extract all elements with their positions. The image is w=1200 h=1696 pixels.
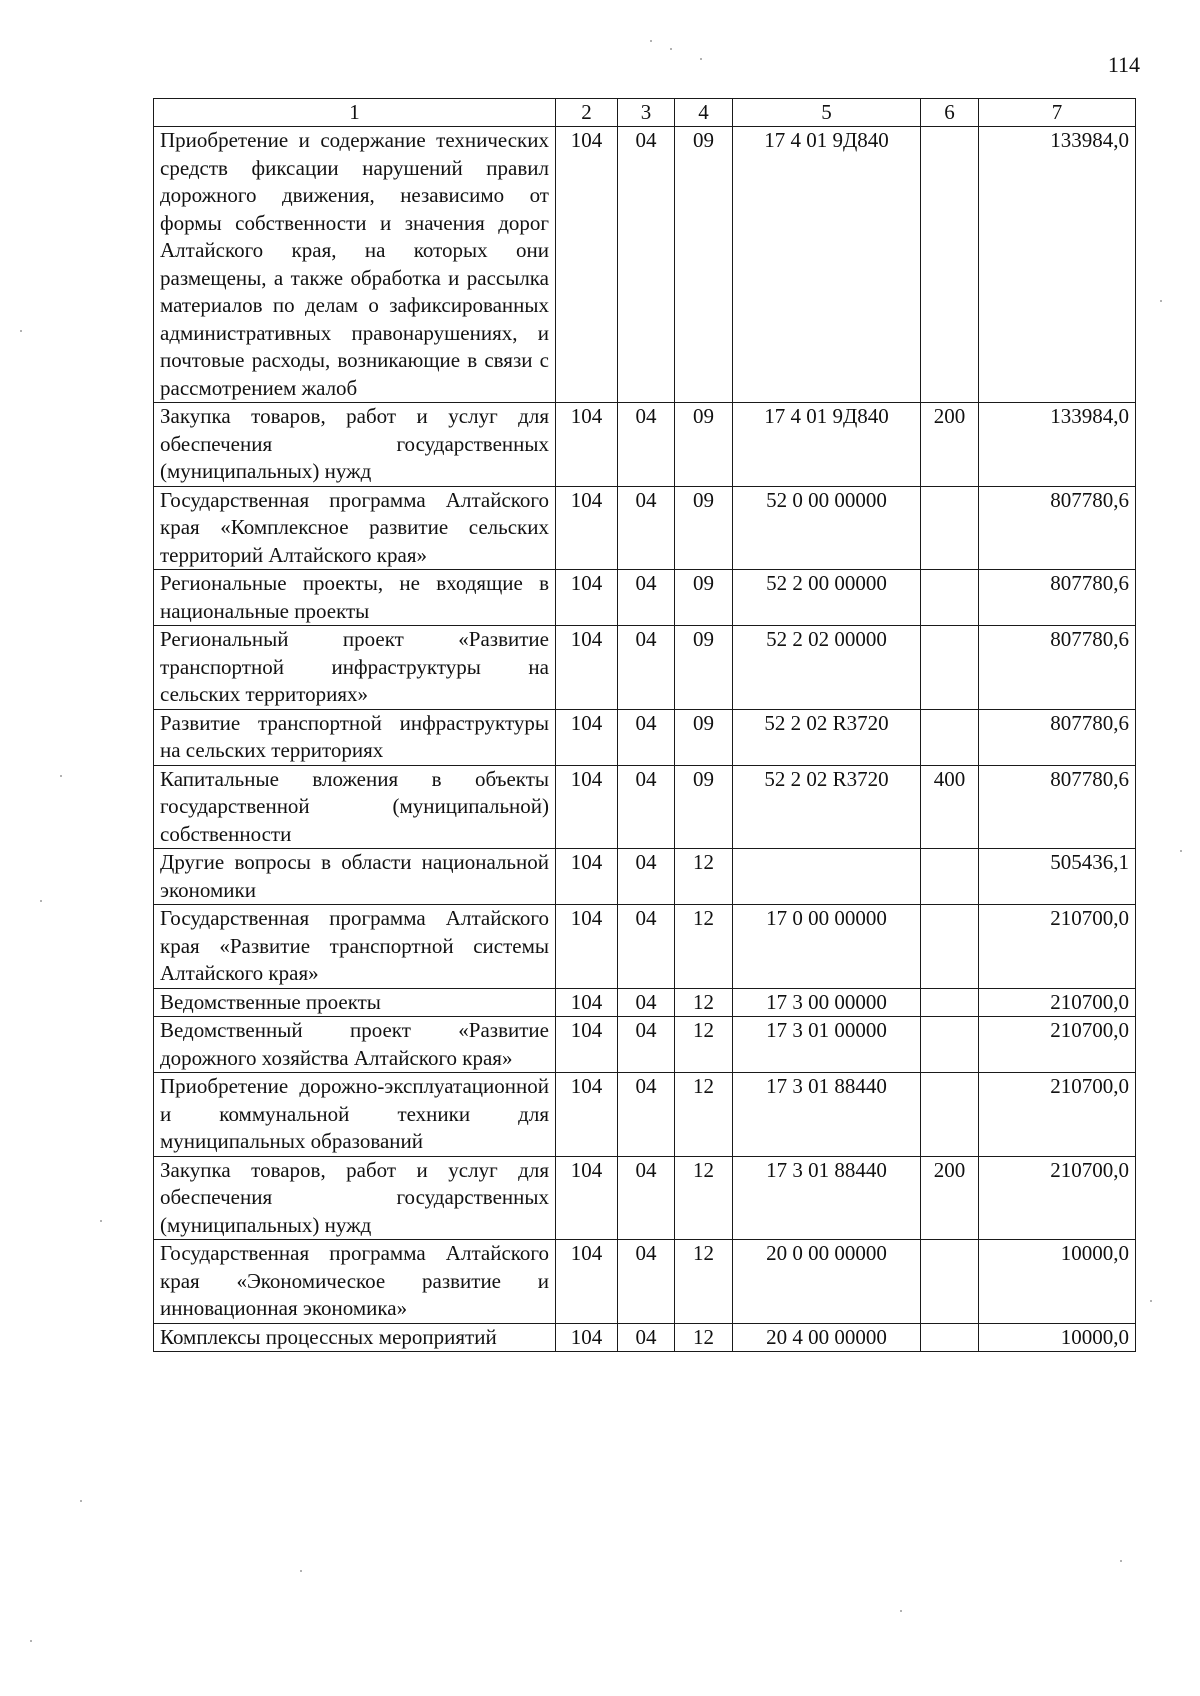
expense-type-cell bbox=[921, 988, 979, 1017]
table-row bbox=[154, 765, 1136, 849]
ministry-code-cell: 104 bbox=[556, 127, 618, 403]
ministry-code-cell: 104 bbox=[556, 626, 618, 710]
section-code-cell: 04 bbox=[618, 849, 675, 905]
table-row bbox=[154, 849, 1136, 905]
subsection-code-cell: 09 bbox=[675, 403, 733, 487]
subsection-code-cell: 09 bbox=[675, 486, 733, 570]
amount-cell: 210700,0 bbox=[979, 988, 1136, 1017]
scan-speck bbox=[700, 58, 702, 60]
target-article-cell: 52 2 00 00000 bbox=[733, 570, 921, 626]
section-code-cell: 04 bbox=[618, 709, 675, 765]
amount-cell: 807780,6 bbox=[979, 626, 1136, 710]
row-name-cell: Государственная программа Алтайского края «Комплексное развитие сельских территорий Алтайского края» bbox=[154, 486, 556, 570]
row-name-cell: Приобретение и содержание технических средств фиксации нарушений правил дорожного движения, независимо от формы собственности и значения дорог Алтайского края, на которых они размещены, а также обработка и рассылка материалов по делам о зафиксированных административных правонарушениях, и почтовые расходы, возникающие в связи с рассмотрением жалоб bbox=[154, 127, 556, 403]
table-row bbox=[154, 905, 1136, 989]
row-name-cell: Приобретение дорожно-эксплуатационной и коммунальной техники для муниципальных образований bbox=[154, 1073, 556, 1157]
expense-type-cell bbox=[921, 1073, 979, 1157]
expense-type-cell bbox=[921, 486, 979, 570]
column-header: 5 bbox=[733, 99, 921, 127]
scan-speck bbox=[60, 775, 62, 777]
amount-cell: 133984,0 bbox=[979, 403, 1136, 487]
target-article-cell: 52 0 00 00000 bbox=[733, 486, 921, 570]
row-name-cell: Комплексы процессных мероприятий bbox=[154, 1323, 556, 1352]
amount-cell: 807780,6 bbox=[979, 709, 1136, 765]
ministry-code-cell: 104 bbox=[556, 988, 618, 1017]
subsection-code-cell: 12 bbox=[675, 849, 733, 905]
row-name-cell: Региональный проект «Развитие транспортной инфраструктуры на сельских территориях» bbox=[154, 626, 556, 710]
table-row bbox=[154, 988, 1136, 1017]
table-row bbox=[154, 1156, 1136, 1240]
scan-speck bbox=[80, 1500, 82, 1502]
ministry-code-cell: 104 bbox=[556, 765, 618, 849]
column-header: 2 bbox=[556, 99, 618, 127]
amount-cell: 210700,0 bbox=[979, 1073, 1136, 1157]
row-name-cell: Закупка товаров, работ и услуг для обеспечения государственных (муниципальных) нужд bbox=[154, 1156, 556, 1240]
subsection-code-cell: 12 bbox=[675, 1073, 733, 1157]
ministry-code-cell: 104 bbox=[556, 570, 618, 626]
table-row bbox=[154, 1240, 1136, 1324]
ministry-code-cell: 104 bbox=[556, 905, 618, 989]
target-article-cell: 20 4 00 00000 bbox=[733, 1323, 921, 1352]
target-article-cell: 17 3 00 00000 bbox=[733, 988, 921, 1017]
scan-speck bbox=[300, 1570, 302, 1572]
subsection-code-cell: 09 bbox=[675, 765, 733, 849]
section-code-cell: 04 bbox=[618, 626, 675, 710]
table-row bbox=[154, 127, 1136, 403]
expense-type-cell bbox=[921, 849, 979, 905]
scan-speck bbox=[1180, 850, 1182, 852]
amount-cell: 505436,1 bbox=[979, 849, 1136, 905]
amount-cell: 807780,6 bbox=[979, 486, 1136, 570]
row-name-cell: Ведомственный проект «Развитие дорожного хозяйства Алтайского края» bbox=[154, 1017, 556, 1073]
expense-type-cell bbox=[921, 905, 979, 989]
expense-type-cell bbox=[921, 709, 979, 765]
table-row bbox=[154, 1073, 1136, 1157]
scan-speck bbox=[670, 48, 672, 50]
target-article-cell: 17 0 00 00000 bbox=[733, 905, 921, 989]
target-article-cell: 20 0 00 00000 bbox=[733, 1240, 921, 1324]
section-code-cell: 04 bbox=[618, 127, 675, 403]
scan-speck bbox=[100, 1220, 102, 1222]
row-name-cell: Региональные проекты, не входящие в национальные проекты bbox=[154, 570, 556, 626]
row-name-cell: Ведомственные проекты bbox=[154, 988, 556, 1017]
column-header: 7 bbox=[979, 99, 1136, 127]
subsection-code-cell: 12 bbox=[675, 1017, 733, 1073]
expense-type-cell: 400 bbox=[921, 765, 979, 849]
section-code-cell: 04 bbox=[618, 905, 675, 989]
subsection-code-cell: 09 bbox=[675, 570, 733, 626]
table-row bbox=[154, 1017, 1136, 1073]
section-code-cell: 04 bbox=[618, 1017, 675, 1073]
amount-cell: 210700,0 bbox=[979, 1156, 1136, 1240]
row-name-cell: Закупка товаров, работ и услуг для обеспечения государственных (муниципальных) нужд bbox=[154, 403, 556, 487]
amount-cell: 210700,0 bbox=[979, 905, 1136, 989]
subsection-code-cell: 12 bbox=[675, 1240, 733, 1324]
target-article-cell bbox=[733, 849, 921, 905]
table-row bbox=[154, 486, 1136, 570]
ministry-code-cell: 104 bbox=[556, 1240, 618, 1324]
target-article-cell: 17 4 01 9Д840 bbox=[733, 403, 921, 487]
section-code-cell: 04 bbox=[618, 1156, 675, 1240]
table-row bbox=[154, 570, 1136, 626]
table-row bbox=[154, 709, 1136, 765]
column-header: 3 bbox=[618, 99, 675, 127]
section-code-cell: 04 bbox=[618, 1240, 675, 1324]
amount-cell: 210700,0 bbox=[979, 1017, 1136, 1073]
row-name-cell: Другие вопросы в области национальной экономики bbox=[154, 849, 556, 905]
table-header-row bbox=[154, 99, 1136, 127]
row-name-cell: Государственная программа Алтайского края «Развитие транспортной системы Алтайского края» bbox=[154, 905, 556, 989]
scan-speck bbox=[1150, 1300, 1152, 1302]
section-code-cell: 04 bbox=[618, 570, 675, 626]
expense-type-cell bbox=[921, 1323, 979, 1352]
ministry-code-cell: 104 bbox=[556, 1073, 618, 1157]
target-article-cell: 17 3 01 00000 bbox=[733, 1017, 921, 1073]
ministry-code-cell: 104 bbox=[556, 1323, 618, 1352]
row-name-cell: Капитальные вложения в объекты государственной (муниципальной) собственности bbox=[154, 765, 556, 849]
expense-type-cell bbox=[921, 1240, 979, 1324]
section-code-cell: 04 bbox=[618, 1323, 675, 1352]
table-row bbox=[154, 626, 1136, 710]
ministry-code-cell: 104 bbox=[556, 849, 618, 905]
amount-cell: 133984,0 bbox=[979, 127, 1136, 403]
expense-type-cell: 200 bbox=[921, 1156, 979, 1240]
target-article-cell: 52 2 02 R3720 bbox=[733, 765, 921, 849]
row-name-cell: Государственная программа Алтайского края «Экономическое развитие и инновационная экономика» bbox=[154, 1240, 556, 1324]
expense-type-cell bbox=[921, 127, 979, 403]
section-code-cell: 04 bbox=[618, 486, 675, 570]
amount-cell: 807780,6 bbox=[979, 765, 1136, 849]
scan-speck bbox=[900, 1610, 902, 1612]
expense-type-cell bbox=[921, 1017, 979, 1073]
column-header: 6 bbox=[921, 99, 979, 127]
table-body bbox=[154, 127, 1136, 1352]
expense-type-cell bbox=[921, 626, 979, 710]
subsection-code-cell: 09 bbox=[675, 709, 733, 765]
scan-speck bbox=[1160, 300, 1162, 302]
ministry-code-cell: 104 bbox=[556, 1017, 618, 1073]
amount-cell: 10000,0 bbox=[979, 1240, 1136, 1324]
subsection-code-cell: 09 bbox=[675, 626, 733, 710]
scan-speck bbox=[20, 330, 22, 332]
table-row bbox=[154, 1323, 1136, 1352]
target-article-cell: 17 3 01 88440 bbox=[733, 1156, 921, 1240]
page-number: 114 bbox=[1107, 52, 1140, 77]
section-code-cell: 04 bbox=[618, 765, 675, 849]
subsection-code-cell: 12 bbox=[675, 1323, 733, 1352]
expense-type-cell: 200 bbox=[921, 403, 979, 487]
subsection-code-cell: 12 bbox=[675, 988, 733, 1017]
section-code-cell: 04 bbox=[618, 403, 675, 487]
budget-table bbox=[153, 98, 1136, 1352]
amount-cell: 10000,0 bbox=[979, 1323, 1136, 1352]
scan-speck bbox=[1120, 1560, 1122, 1562]
ministry-code-cell: 104 bbox=[556, 403, 618, 487]
expense-type-cell bbox=[921, 570, 979, 626]
amount-cell: 807780,6 bbox=[979, 570, 1136, 626]
target-article-cell: 17 4 01 9Д840 bbox=[733, 127, 921, 403]
target-article-cell: 17 3 01 88440 bbox=[733, 1073, 921, 1157]
subsection-code-cell: 12 bbox=[675, 905, 733, 989]
ministry-code-cell: 104 bbox=[556, 709, 618, 765]
table-row bbox=[154, 403, 1136, 487]
section-code-cell: 04 bbox=[618, 1073, 675, 1157]
scan-speck bbox=[650, 40, 652, 42]
subsection-code-cell: 09 bbox=[675, 127, 733, 403]
row-name-cell: Развитие транспортной инфраструктуры на сельских территориях bbox=[154, 709, 556, 765]
column-header: 4 bbox=[675, 99, 733, 127]
ministry-code-cell: 104 bbox=[556, 486, 618, 570]
ministry-code-cell: 104 bbox=[556, 1156, 618, 1240]
scan-speck bbox=[30, 1640, 32, 1642]
target-article-cell: 52 2 02 R3720 bbox=[733, 709, 921, 765]
column-header: 1 bbox=[154, 99, 556, 127]
section-code-cell: 04 bbox=[618, 988, 675, 1017]
target-article-cell: 52 2 02 00000 bbox=[733, 626, 921, 710]
scan-speck bbox=[40, 900, 42, 902]
subsection-code-cell: 12 bbox=[675, 1156, 733, 1240]
